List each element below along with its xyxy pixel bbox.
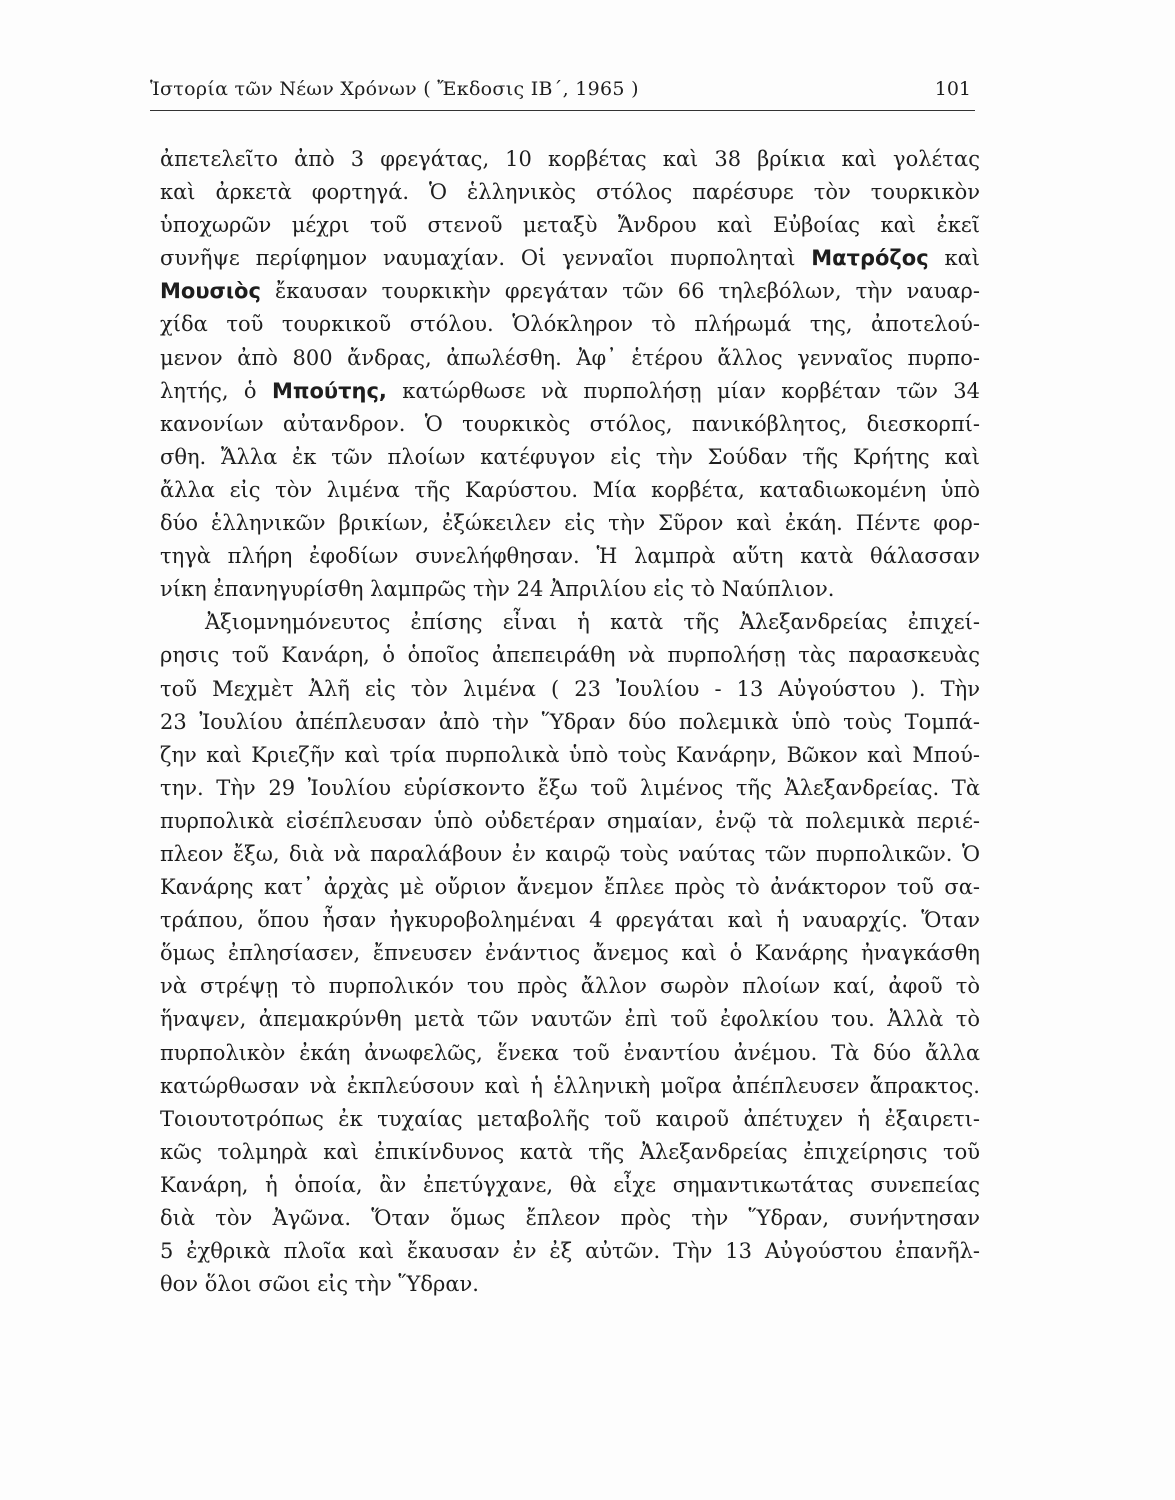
text-line xyxy=(160,408,980,441)
text-line xyxy=(160,209,980,242)
running-head-title: Ἱστορία τῶν Νέων Χρόνων ( Ἔκδοσις ΙΒ΄, 1965 ) xyxy=(150,78,639,100)
text-line xyxy=(160,573,980,606)
text-line xyxy=(160,1136,980,1169)
text-run: μενον ἀπὸ 800 ἄνδρας, ἀπωλέσθη. Ἀφ᾽ ἑτέρου ἄλλος γενναῖος πυρπο- xyxy=(160,345,980,370)
text-run: Τοιουτοτρόπως ἐκ τυχαίας μεταβολῆς τοῦ καιροῦ ἀπέτυχεν ἡ ἐξαιρετι- xyxy=(160,1106,980,1131)
header-rule xyxy=(150,110,975,111)
text-line xyxy=(160,606,980,639)
text-run: 5 ἐχθρικὰ πλοῖα καὶ ἔκαυσαν ἐν ἐξ αὐτῶν. Τὴν 13 Αὐγούστου ἐπανῆλ- xyxy=(160,1239,980,1264)
text-line xyxy=(160,275,980,308)
text-line xyxy=(160,706,980,739)
text-line xyxy=(160,507,980,540)
text-run: θον ὅλοι σῶοι εἰς τὴν Ὕδραν. xyxy=(160,1272,479,1297)
text-run: ὅμως ἐπλησίασεν, ἔπνευσεν ἐνάντιος ἄνεμος καὶ ὁ Κανάρης ἠναγκάσθη xyxy=(160,941,980,966)
text-line xyxy=(160,805,980,838)
text-run: ἀπετελεῖτο ἀπὸ 3 φρεγάτας, 10 κορβέτας καὶ 38 βρίκια καὶ γολέτας xyxy=(160,147,980,171)
text-line xyxy=(160,441,980,474)
body-text xyxy=(160,143,980,1301)
text-run: ἄλλα εἰς τὸν λιμένα τῆς Καρύστου. Μία κορβέτα, καταδιωκομένη ὑπὸ xyxy=(160,477,980,502)
text-run: ὑποχωρῶν μέχρι τοῦ στενοῦ μεταξὺ Ἄνδρου καὶ Εὐβοίας καὶ ἐκεῖ xyxy=(160,213,980,238)
text-run: Κανάρη, ἡ ὁποία, ἂν ἐπετύγχανε, θὰ εἶχε σημαντικωτάτας συνεπείας xyxy=(160,1172,980,1197)
text-line xyxy=(160,1169,980,1202)
text-run: χίδα τοῦ τουρκικοῦ στόλου. Ὁλόκληρον τὸ πλήρωμά της, ἀποτελού- xyxy=(160,312,980,337)
text-run: διὰ τὸν Ἀγῶνα. Ὅταν ὅμως ἔπλεον πρὸς τὴν Ὕδραν, συνήντησαν xyxy=(160,1206,980,1230)
bold-name: Μουσιὸς xyxy=(160,279,261,304)
text-line xyxy=(160,673,980,706)
running-head xyxy=(150,78,975,108)
text-run: λητής, ὁ xyxy=(160,378,272,403)
text-run: ἔκαυσαν τουρκικὴν φρεγάταν τῶν 66 τηλεβόλων, τὴν ναυαρ- xyxy=(260,279,980,304)
text-run: νὰ στρέψῃ τὸ πυρπολικόν του πρὸς ἄλλον σωρὸν πλοίων καί, ἀφοῦ τὸ xyxy=(160,974,980,999)
text-line xyxy=(160,772,980,805)
text-line xyxy=(160,143,980,176)
text-run: πλεον ἔξω, διὰ νὰ παραλάβουν ἐν καιρῷ τοὺς ναύτας τῶν πυρπολικῶν. Ὁ xyxy=(160,841,980,866)
text-run: δύο ἑλληνικῶν βρικίων, ἐξώκειλεν εἰς τὴν Σῦρον καὶ ἐκάη. Πέντε φορ- xyxy=(160,511,980,536)
text-run: καὶ ἀρκετὰ φορτηγά. Ὁ ἑλληνικὸς στόλος παρέσυρε τὸν τουρκικὸν xyxy=(160,180,980,205)
text-line xyxy=(160,904,980,937)
text-line xyxy=(160,342,980,375)
text-line xyxy=(160,838,980,871)
text-line xyxy=(160,540,980,573)
text-run: πυρπολικὰ εἰσέπλευσαν ὑπὸ οὐδετέραν σημαίαν, ἐνῷ τὰ πολεμικὰ περιέ- xyxy=(160,808,980,833)
text-line xyxy=(160,242,980,275)
text-line xyxy=(160,176,980,209)
bold-name: Ματρόζος xyxy=(811,246,929,271)
page-number: 101 xyxy=(934,78,971,100)
text-line xyxy=(160,375,980,408)
text-run: κῶς τολμηρὰ καὶ ἐπικίνδυνος κατὰ τῆς Ἀλεξανδρείας ἐπιχείρησις τοῦ xyxy=(160,1139,980,1164)
text-run: τοῦ Μεχμὲτ Ἀλῆ εἰς τὸν λιμένα ( 23 Ἰουλίου - 13 Αὐγούστου ). Τὴν xyxy=(160,676,980,701)
text-line xyxy=(160,1037,980,1070)
text-run: τηγὰ πλήρη ἐφοδίων συνελήφθησαν. Ἡ λαμπρὰ αὕτη κατὰ θάλασσαν xyxy=(160,544,980,569)
text-run: ἥναψεν, ἀπεμακρύνθη μετὰ τῶν ναυτῶν ἐπὶ τοῦ ἐφολκίου του. Ἀλλὰ τὸ xyxy=(160,1007,980,1032)
text-line xyxy=(160,1268,980,1301)
text-run: κατώρθωσαν νὰ ἐκπλεύσουν καὶ ἡ ἑλληνικὴ μοῖρα ἀπέπλευσεν ἄπρακτος. xyxy=(160,1073,980,1098)
text-run: Κανάρης κατ᾽ ἀρχὰς μὲ οὔριον ἄνεμον ἔπλεε πρὸς τὸ ἀνάκτορον τοῦ σα- xyxy=(160,875,980,900)
text-line xyxy=(160,970,980,1003)
text-line xyxy=(160,937,980,970)
text-line xyxy=(160,308,980,341)
text-run: ρησις τοῦ Κανάρη, ὁ ὁποῖος ἀπεπειράθη νὰ πυρπολήσῃ τὰς παρασκευὰς xyxy=(160,643,980,668)
text-line xyxy=(160,1103,980,1136)
text-run: τράπου, ὅπου ἦσαν ἠγκυροβολημέναι 4 φρεγάται καὶ ἡ ναυαρχίς. Ὅταν xyxy=(160,908,980,933)
text-run: νίκη ἐπανηγυρίσθη λαμπρῶς τὴν 24 Ἀπριλίου εἰς τὸ Ναύπλιον. xyxy=(160,577,835,602)
text-line xyxy=(160,739,980,772)
text-run: κανονίων αὐτανδρον. Ὁ τουρκικὸς στόλος, πανικόβλητος, διεσκορπί- xyxy=(160,411,980,436)
text-run: την. Τὴν 29 Ἰουλίου εὑρίσκοντο ἔξω τοῦ λιμένος τῆς Ἀλεξανδρείας. Τὰ xyxy=(160,775,980,800)
text-run: ζην καὶ Κριεζῆν καὶ τρία πυρπολικὰ ὑπὸ τοὺς Κανάρην, Βῶκον καὶ Μπού- xyxy=(160,742,980,767)
text-line xyxy=(160,1003,980,1036)
text-line xyxy=(160,1202,980,1235)
text-run: πυρπολικὸν ἐκάη ἀνωφελῶς, ἕνεκα τοῦ ἐναντίου ἀνέμου. Τὰ δύο ἄλλα xyxy=(160,1040,980,1065)
text-line xyxy=(160,1235,980,1268)
text-run: 23 Ἰουλίου ἀπέπλευσαν ἀπὸ τὴν Ὕδραν δύο πολεμικὰ ὑπὸ τοὺς Τομπά- xyxy=(160,709,980,734)
text-run: κατώρθωσε νὰ πυρπολήσῃ μίαν κορβέταν τῶν 34 xyxy=(386,378,980,403)
bold-name: Μπούτης, xyxy=(271,378,387,403)
text-run: καὶ xyxy=(928,246,980,271)
text-run: συνῆψε περίφημον ναυμαχίαν. Οἱ γενναῖοι πυρποληταὶ xyxy=(160,246,812,271)
text-run: Ἀξιομνημόνευτος ἐπίσης εἶναι ἡ κατὰ τῆς Ἀλεξανδρείας ἐπιχεί- xyxy=(205,610,980,635)
text-line xyxy=(160,474,980,507)
text-line xyxy=(160,1070,980,1103)
text-run: σθη. Ἄλλα ἐκ τῶν πλοίων κατέφυγον εἰς τὴν Σούδαν τῆς Κρήτης καὶ xyxy=(160,444,980,469)
text-line xyxy=(160,871,980,904)
text-line xyxy=(160,639,980,672)
